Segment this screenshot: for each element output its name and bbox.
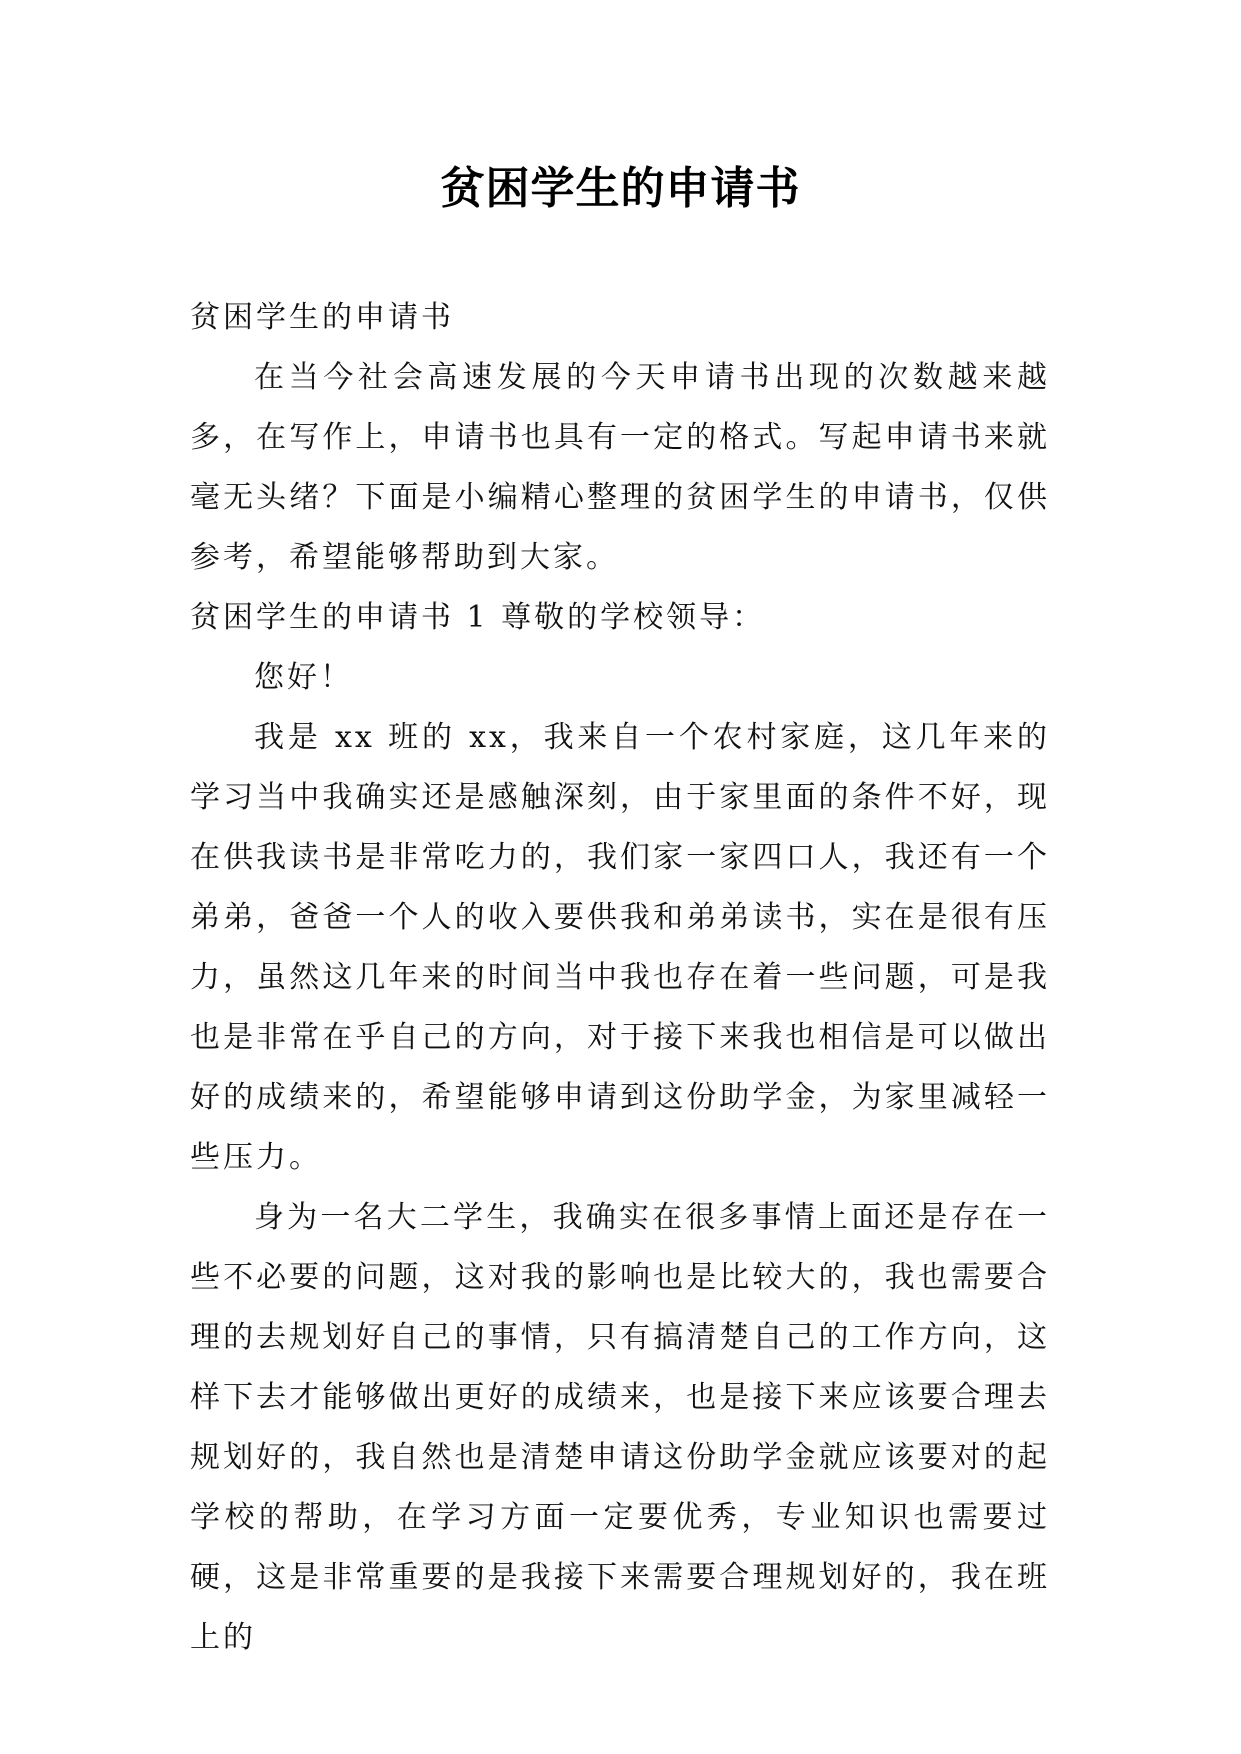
paragraph-intro: 在当今社会高速发展的今天申请书出现的次数越来越多，在写作上，申请书也具有一定的格式。写起申请书来就毫无头绪？下面是小编精心整理的贫困学生的申请书，仅供参考，希望能够帮助到大家。 [190,360,1050,575]
document-body [190,288,1050,1668]
paragraph-subtitle: 贫困学生的申请书 [190,300,454,335]
document-title: 贫困学生的申请书 [440,163,801,214]
paragraph-study-plan: 身为一名大二学生，我确实在很多事情上面还是存在一些不必要的问题，这对我的影响也是比较大的，我也需要合理的去规划好自己的事情，只有搞清楚自己的工作方向，这样下去才能够做出更好的成绩来，也是接下来应该要合理去规划好的，我自然也是清楚申请这份助学金就应该要对的起学校的帮助，在学习方面一定要优秀，专业知识也需要过硬，这是非常重要的是我接下来需要合理规划好的，我在班上的 [190,1200,1050,1655]
paragraph-greeting: 您好！ [254,660,353,695]
paragraph-family-situation: 我是 xx 班的 xx，我来自一个农村家庭，这几年来的学习当中我确实还是感触深刻，由于家里面的条件不好，现在供我读书是非常吃力的，我们家一家四口人，我还有一个弟弟，爸爸一个人的收入要供我和弟弟读书，实在是很有压力，虽然这几年来的时间当中我也存在着一些问题，可是我也是非常在乎自己的方向，对于接下来我也相信是可以做出好的成绩来的，希望能够申请到这份助学金，为家里减轻一些压力。 [190,720,1050,1175]
paragraph-letter-heading: 贫困学生的申请书 1 尊敬的学校领导： [190,600,766,635]
